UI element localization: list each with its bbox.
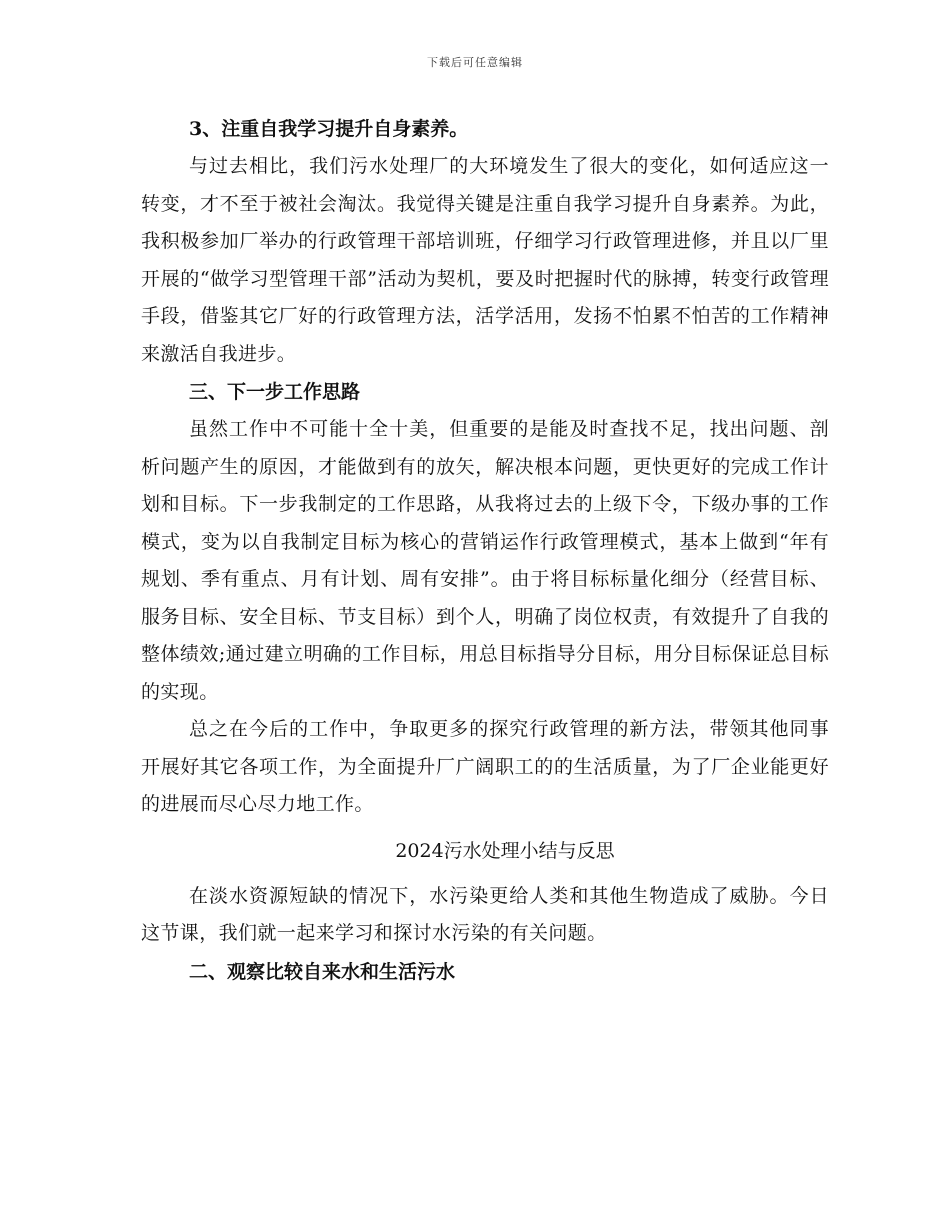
- document-title: 2024污水处理小结与反思: [395, 839, 615, 862]
- header-note: 下载后可任意编辑: [427, 56, 523, 69]
- section-heading-self-study: 3、注重自我学习提升自身素养。: [189, 118, 469, 140]
- section-heading-next-steps: 三、下一步工作思路: [189, 381, 361, 403]
- paragraph-conclusion: 总之在今后的工作中，争取更多的探究行政管理的新方法，带领其他同事开展好其它各项工作，为全面提升厂广阔职工的的生活质量，为了厂企业能更好的进展而尽心尽力地工作。: [141, 718, 829, 815]
- document-body: [141, 110, 829, 991]
- section-heading-compare-water: 二、观察比较自来水和生活污水: [189, 960, 456, 983]
- paragraph-next-steps: 虽然工作中不可能十全十美，但重要的是能及时查找不足，找出问题、剖析问题产生的原因，才能做到有的放矢，解决根本问题，更快更好的完成工作计划和目标。下一步我制定的工作思路，从我将过去的上级下令，下级办事的工作模式，变为以自我制定目标为核心的营销运作行政管理模式，基本上做到“年有规划、季有重点、月有计划、周有安排”。由于将目标标量化细分（经营目标、服务目标、安全目标、节支目标）到个人，明确了岗位权责，有效提升了自我的整体绩效;通过建立明确的工作目标，用总目标指导分目标，用分目标保证总目标的实现。: [141, 418, 829, 703]
- paragraph-intro: 在淡水资源短缺的情况下，水污染更给人类和其他生物造成了威胁。今日这节课，我们就一起来学习和探讨水污染的有关问题。: [141, 884, 829, 944]
- paragraph-self-study: 与过去相比，我们污水处理厂的大环境发生了很大的变化，如何适应这一转变，才不至于被社会淘汰。我觉得关键是注重自我学习提升自身素养。为此，我积极参加厂举办的行政管理干部培训班，仔细学习行政管理进修，并且以厂里开展的“做学习型管理干部”活动为契机，要及时把握时代的脉搏，转变行政管理手段，借鉴其它厂好的行政管理方法，活学活用，发扬不怕累不怕苦的工作精神来激活自我进步。: [141, 155, 829, 365]
